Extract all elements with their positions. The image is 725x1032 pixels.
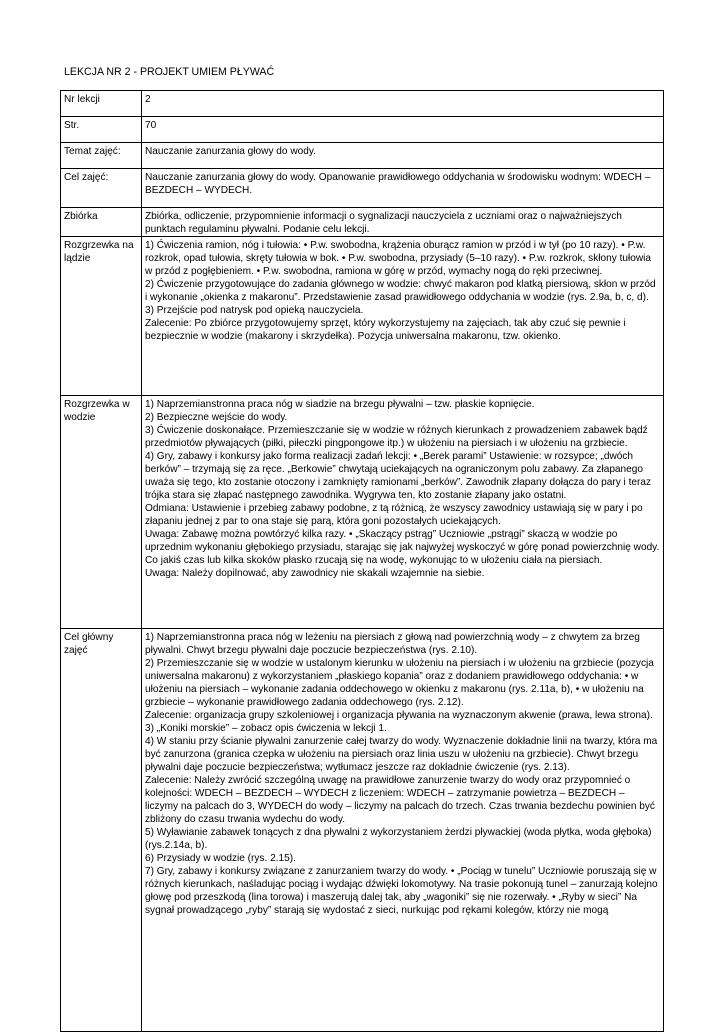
content-paragraph: Uwaga: Zabawę można powtórzyć kilka razy. • „Skaczący pstrąg” Uczniowie „pstrągi” skaczą w wodzie po uprzednim wykonaniu głębokiego przysiadu, starając się jak najwyżej wyskoczyć w górę ponad powierzchnię wody. Co jakiś czas lub kilka skoków płasko rzucają się na wodę, wykonując to w ułożeniu ciała na piersiach.: [145, 529, 660, 566]
content-paragraph: 2) Ćwiczenie przygotowujące do zadania głównego w wodzie: chwyć makaron pod klatką piersiową, skłon w przód i wykonanie „okienka z makaronu”. Przedstawienie zasad prawidłowego oddychania w wodzie (rys. 2.9a, b, c, d).: [145, 279, 656, 303]
content-paragraph: Zbiórka, odliczenie, przypomnienie informacji o sygnalizacji nauczyciela z uczniami oraz o najważniejszych punktach regulaminu pływalni. Podanie celu lekcji.: [145, 211, 622, 235]
row-content: [142, 629, 664, 1032]
row-label: Rozgrzewka w wodzie: [61, 396, 142, 629]
content-paragraph: Zalecenie: organizacja grupy szkoleniowej i organizacja pływania na wyznaczonym akwenie (prawa, lewa strona).: [145, 710, 653, 721]
table-row: [61, 237, 664, 396]
content-paragraph: 1) Ćwiczenia ramion, nóg i tułowia: • P.w. swobodna, krążenia oburącz ramion w przód i w tył (po 10 razy). • P.w. rozkrok, opad tułowia, skręty tułowia w bok. • P.w. swobodna, przysiady (5–10 razy). • P.w. rozkrok, skłony tułowia w przód z pogłębieniem. • P.w. swobodna, ramiona w górę w przód, wymachy nogą do ręki przeciwnej.: [145, 240, 651, 277]
row-content: [142, 208, 664, 237]
content-paragraph: 7) Gry, zabawy i konkursy związane z zanurzaniem twarzy do wody. • „Pociąg w tunelu” Uczniowie poruszają się w różnych kierunkach, naśladując pociąg i wydając dźwięki lokomotywy. Na trasie pokonują tunel – zanurzają kolejno głowę pod przeszkodą (lina torowa) i maszerują dalej tak, aby „wagoniki” się nie rozerwały. • „Ryby w sieci” Na sygnał prowadzącego „ryby” starają się wydostać z sieci, nurkując pod rękami kolegów, którzy nie mogą: [145, 866, 658, 916]
table-row: [61, 91, 664, 117]
content-paragraph: 2: [145, 94, 151, 105]
content-paragraph: 2) Przemieszczanie się w wodzie w ustalonym kierunku w ułożeniu na piersiach i w ułożeniu na grzbiecie (pozycja uniwersalna makaronu) z wykorzystaniem „płaskiego kopania” oraz z dodaniem prawidłowego oddychania: • w ułożeniu na piersiach – wykonanie zadania oddechowego w okienku z makaronu (rys. 2.11a, b), • w ułożeniu na grzbiecie – wykonanie prawidłowego zadania oddechowego (rys. 2.12).: [145, 658, 654, 708]
row-label: Rozgrzewka na lądzie: [61, 237, 142, 396]
row-content: [142, 237, 664, 396]
row-content: [142, 143, 664, 169]
row-content: [142, 169, 664, 208]
lesson-table: [60, 90, 664, 1032]
row-label: Cel główny zajęć: [61, 629, 142, 1032]
content-paragraph: 3) Przejście pod natrysk pod opieką nauczyciela.: [145, 305, 364, 316]
row-label: Nr lekcji: [61, 91, 142, 117]
table-row: [61, 396, 664, 629]
content-paragraph: Zalecenie: Należy zwrócić szczególną uwagę na prawidłowe zanurzenie twarzy do wody oraz przypomnieć o kolejności: WDECH – BEZDECH – WYDECH z liczeniem: WDECH – zatrzymanie powietrza – BEZDECH – liczymy na palcach do 3, WYDECH do wody – liczymy na palcach do trzech. Czas trwania bezdechu powinien być zbliżony do czasu trwania wydechu do wody.: [145, 775, 655, 825]
table-row: [61, 117, 664, 143]
page-title: LEKCJA NR 2 - PROJEKT UMIEM PŁYWAĆ: [64, 66, 275, 78]
row-label: Str.: [61, 117, 142, 143]
row-content: [142, 91, 664, 117]
row-content: [142, 117, 664, 143]
content-paragraph: 70: [145, 120, 157, 131]
content-paragraph: Odmiana: Ustawienie i przebieg zabawy podobne, z tą różnicą, że wszyscy zawodnicy ustawiają się w pary i po złapaniu jednej z par to ona staje się parą, która goni pozostałych uciekających.: [145, 503, 643, 527]
content-paragraph: Nauczanie zanurzania głowy do wody. Opanowanie prawidłowego oddychania w środowisku wodnym: WDECH – BEZDECH – WYDECH.: [145, 172, 651, 196]
content-paragraph: 4) Gry, zabawy i konkursy jako forma realizacji zadań lekcji: • „Berek parami” Ustawienie: w rozsypce; „dwóch berków” – trzymają się za ręce. „Berkowie” chwytają uciekających na ograniczonym polu zabawy. Za złapanego uważa się tego, kto zostanie otoczony i zamknięty ramionami „berków”. Zawodnik złapany dołącza do pary i teraz trójka stara się złapać następnego zawodnika. Wygrywa ten, kto zostanie złapany jako ostatni.: [145, 451, 652, 501]
table-row: [61, 208, 664, 237]
content-paragraph: 4) W staniu przy ścianie pływalni zanurzenie całej twarzy do wody. Wyznaczenie dokładnie linii na twarzy, która ma być zanurzona (granica czepka w ułożeniu na piersiach oraz linia uszu w ułożeniu na grzbiecie). Chwyt brzegu pływalni daje poczucie bezpieczeństwa; wytłumacz jeszcze raz dokładnie ćwiczenie (rys. 2.13).: [145, 736, 658, 773]
content-paragraph: Nauczanie zanurzania głowy do wody.: [145, 146, 316, 157]
content-paragraph: Uwaga: Należy dopilnować, aby zawodnicy nie skakali wzajemnie na siebie.: [145, 568, 485, 579]
table-row: [61, 169, 664, 208]
content-paragraph: 3) „Koniki morskie” – zobacz opis ćwiczenia w lekcji 1.: [145, 723, 387, 734]
content-paragraph: 2) Bezpieczne wejście do wody.: [145, 412, 288, 423]
content-paragraph: 5) Wyławianie zabawek tonących z dna pływalni z wykorzystaniem żerdzi pływackiej (woda płytka, woda głęboka) (rys.2.14a, b).: [145, 827, 652, 851]
row-label: Cel zajęć:: [61, 169, 142, 208]
table-row: [61, 629, 664, 1032]
row-content: [142, 396, 664, 629]
content-paragraph: Zalecenie: Po zbiórce przygotowujemy sprzęt, który wykorzystujemy na zajęciach, tak aby czuć się pewnie i bezpiecznie w wodzie (makarony i skrzydełka). Pozycja uniwersalna makaronu, tzw. okienko.: [145, 318, 626, 342]
row-label: Zbiórka: [61, 208, 142, 237]
content-paragraph: 1) Naprzemianstronna praca nóg w siadzie na brzegu pływalni – tzw. płaskie kopnięcie.: [145, 399, 535, 410]
content-paragraph: 3) Ćwiczenie doskonałące. Przemieszczanie się w wodzie w różnych kierunkach z prowadzeniem zabawek bądź przedmiotów pływających (piłki, piłeczki pingpongowe itp.) w ułożeniu na piersiach i w ułożeniu na grzbiecie.: [145, 425, 648, 449]
row-label: Temat zajęć:: [61, 143, 142, 169]
content-paragraph: 1) Naprzemianstronna praca nóg w leżeniu na piersiach z głową nad powierzchnią wody – z chwytem za brzeg pływalni. Chwyt brzegu pływalni daje poczucie bezpieczeństwa (rys. 2.10).: [145, 632, 640, 656]
table-row: [61, 143, 664, 169]
content-paragraph: 6) Przysiady w wodzie (rys. 2.15).: [145, 853, 296, 864]
